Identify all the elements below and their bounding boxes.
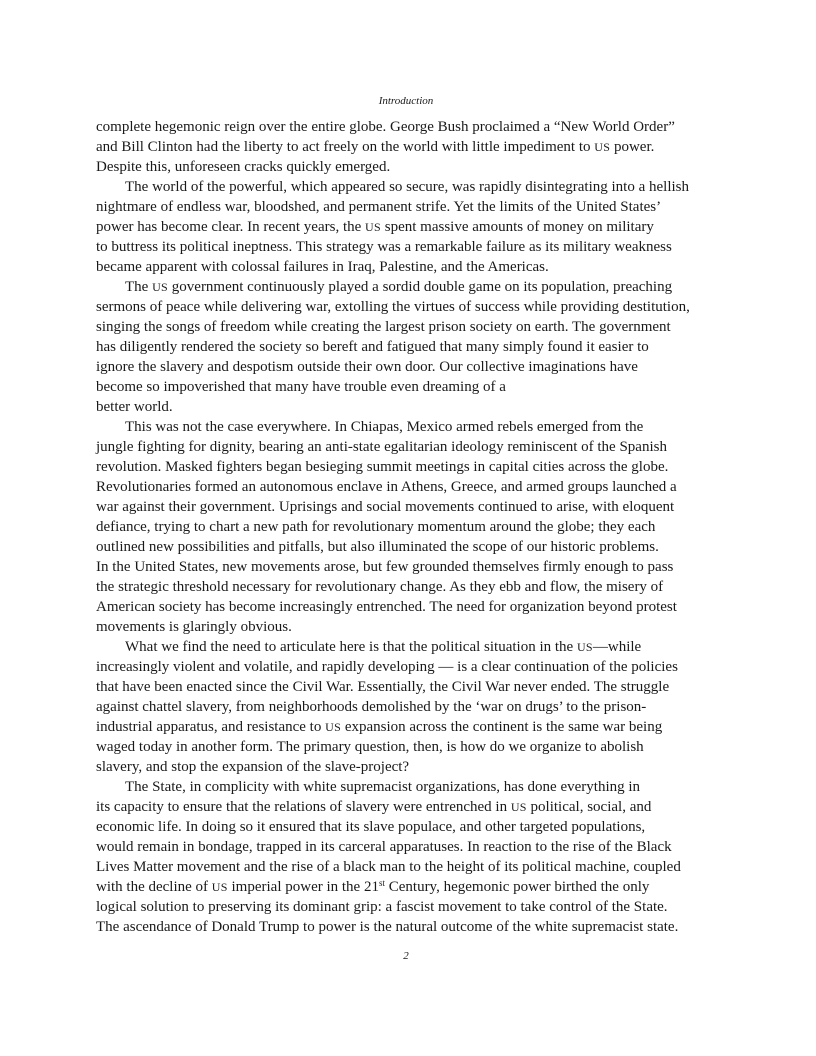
text-line: would remain in bondage, trapped in its carceral apparatuses. In reaction to the rise of the Black: [96, 839, 672, 855]
text-line: The State, in complicity with white supremacist organizations, has done everything in: [125, 779, 641, 795]
text-line: to buttress its political ineptness. This strategy was a remarkable failure as its military weakness: [96, 239, 672, 255]
text-line: revolution. Masked fighters began besieging summit meetings in capital cities across the globe.: [96, 459, 669, 475]
text-line: increasingly violent and volatile, and rapidly developing — is a clear continuation of the policies: [96, 659, 678, 675]
running-head: Introduction: [378, 95, 434, 107]
page-number: 2: [403, 950, 409, 962]
text-line: Revolutionaries formed an autonomous enclave in Athens, Greece, and armed groups launched a: [96, 479, 677, 495]
text-line: war against their government. Uprisings and social movements continued to arise, with eloquent: [96, 499, 675, 515]
text-line: In the United States, new movements arose, but few grounded themselves firmly enough to pass: [96, 559, 674, 575]
text-line: has diligently rendered the society so bereft and fatigued that many simply found it easier to: [96, 339, 649, 355]
text-line: economic life. In doing so it ensured that its slave populace, and other targeted populations,: [96, 819, 646, 835]
text-line: its capacity to ensure that the relations of slavery were entrenched in US political, social, and: [96, 799, 652, 815]
text-line: The ascendance of Donald Trump to power is the natural outcome of the white supremacist state.: [96, 919, 679, 935]
text-line: became apparent with colossal failures in Iraq, Palestine, and the Americas.: [96, 259, 549, 275]
text-line: complete hegemonic reign over the entire globe. George Bush proclaimed a “New World Order”: [96, 119, 675, 135]
text-line: nightmare of endless war, bloodshed, and permanent strife. Yet the limits of the United States’: [96, 199, 662, 215]
text-line: sermons of peace while delivering war, extolling the virtues of success while providing destitution,: [96, 299, 690, 315]
text-line: slavery, and stop the expansion of the slave-project?: [96, 759, 410, 775]
text-line: outlined new possibilities and pitfalls, but also illuminated the scope of our historic problems.: [96, 539, 659, 555]
text-line: movements is glaringly obvious.: [96, 619, 292, 635]
text-line: industrial apparatus, and resistance to US expansion across the continent is the same war being: [96, 719, 663, 735]
body-text: [96, 117, 726, 937]
text-line: against chattel slavery, from neighborhoods demolished by the ‘war on drugs’ to the prison-: [96, 699, 647, 715]
text-line: the strategic threshold necessary for revolutionary change. As they ebb and flow, the misery of: [96, 579, 664, 595]
text-line: that have been enacted since the Civil War. Essentially, the Civil War never ended. The struggle: [96, 679, 670, 695]
text-line: become so impoverished that many have trouble even dreaming of a: [96, 379, 506, 395]
text-line: logical solution to preserving its dominant grip: a fascist movement to take control of the State.: [96, 899, 668, 915]
text-line: better world.: [96, 399, 173, 415]
text-line: What we find the need to articulate here is that the political situation in the US—while: [125, 639, 642, 655]
text-line: American society has become increasingly entrenched. The need for organization beyond protest: [96, 599, 677, 615]
text-line: Lives Matter movement and the rise of a black man to the height of its political machine, coupled: [96, 859, 681, 875]
text-line: with the decline of US imperial power in the 21st Century, hegemonic power birthed the only: [96, 878, 650, 895]
text-line: ignore the slavery and despotism outside their own door. Our collective imaginations have: [96, 359, 638, 375]
text-line: Despite this, unforeseen cracks quickly emerged.: [96, 159, 391, 175]
text-line: waged today in another form. The primary question, then, is how do we organize to abolish: [96, 739, 644, 755]
text-line: This was not the case everywhere. In Chiapas, Mexico armed rebels emerged from the: [125, 419, 644, 435]
text-line: power has become clear. In recent years, the US spent massive amounts of money on military: [96, 219, 654, 235]
text-line: defiance, trying to chart a new path for revolutionary momentum around the globe; they each: [96, 519, 656, 535]
text-line: The US government continuously played a sordid double game on its population, preaching: [125, 279, 673, 295]
text-line: The world of the powerful, which appeared so secure, was rapidly disintegrating into a hellish: [125, 179, 690, 195]
text-line: singing the songs of freedom while creating the largest prison society on earth. The government: [96, 319, 671, 335]
text-line: and Bill Clinton had the liberty to act freely on the world with little impediment to US power.: [96, 139, 655, 155]
text-line: jungle fighting for dignity, bearing an anti-state egalitarian ideology reminiscent of the Spanish: [96, 439, 667, 455]
